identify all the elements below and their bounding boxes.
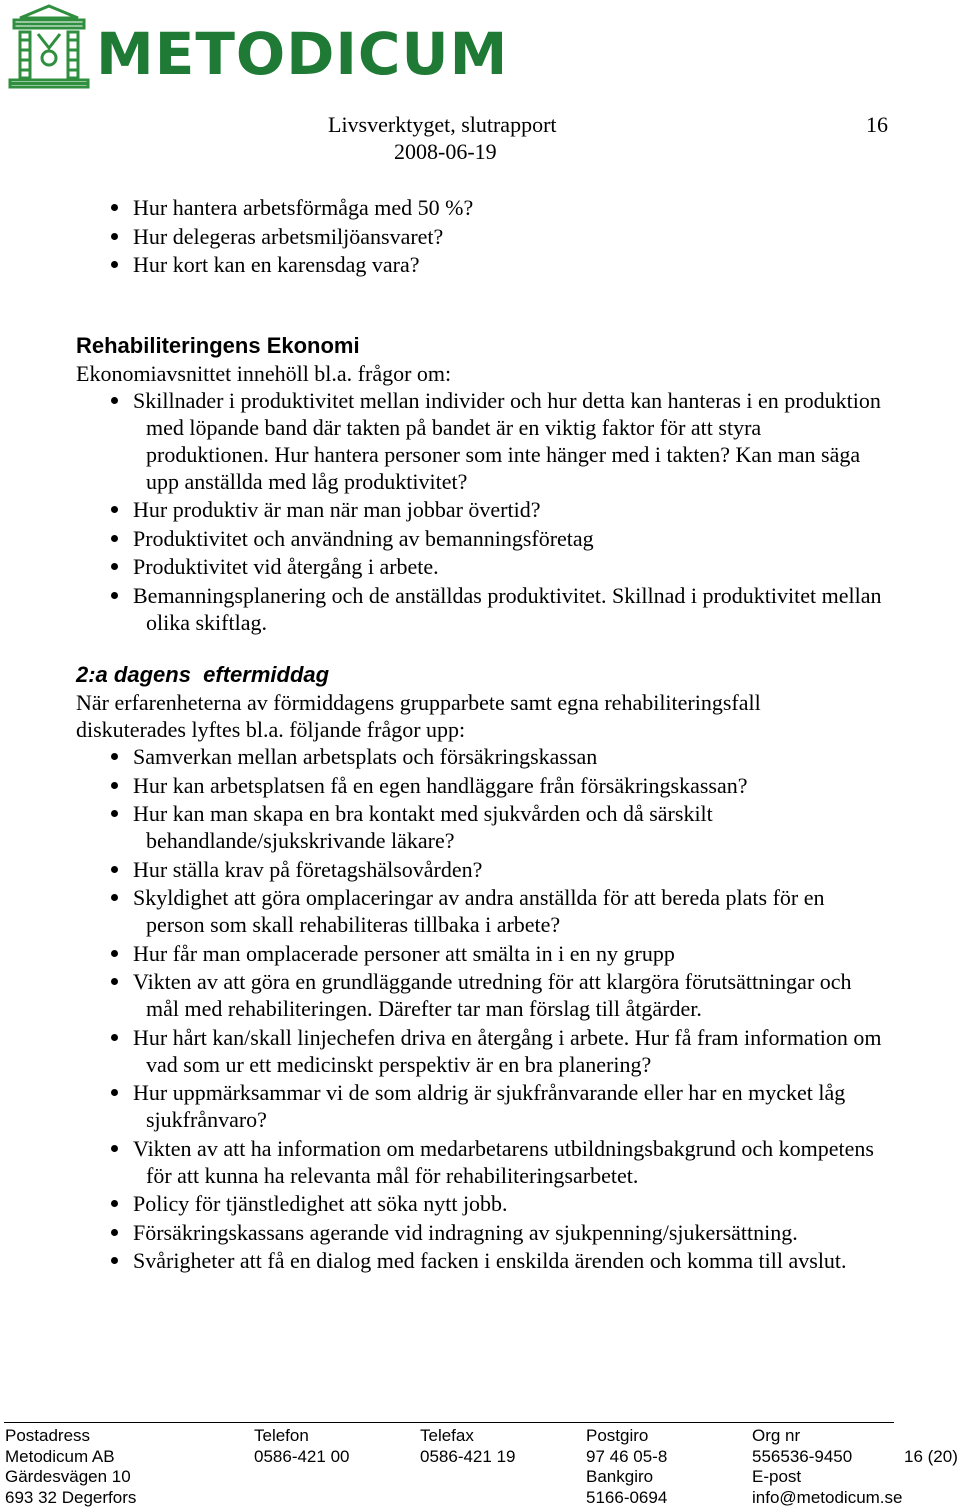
metodicum-logo [6,4,509,90]
list-item: Skillnader i produktivitet mellan individer och hur detta kan hanteras i en produktion med löpande band där takten på bandet är en viktig faktor för att styra produktionen. Hur hantera personer som inte hänger med i takten? Kan man säga upp anställda med låg produktivitet? [76,387,884,495]
economy-bullet-list [76,387,884,636]
intro-bullet-list [76,194,876,278]
footer-divider [4,1422,894,1423]
document-title: Livsverktyget, slutrapport [328,112,557,137]
footer-label: E-post [752,1467,802,1486]
list-item: Skyldighet att göra omplaceringar av andra anställda för att bereda plats för en person som skall rehabiliteras tillbaka i arbete? [76,884,884,938]
footer-address-column [5,1426,136,1508]
list-item: Produktivitet vid återgång i arbete. [76,553,884,580]
list-item: Vikten av att ha information om medarbetarens utbildningsbakgrund och kompetens för att kunna ha relevanta mål för rehabiliteringsarbetet. [76,1135,884,1189]
afternoon-bullet-list [76,743,884,1274]
logo-wordmark: METODICUM [96,20,509,88]
footer-phone: 0586-421 00 [254,1446,350,1466]
footer-giro-column [586,1426,667,1508]
footer-phone-column [254,1426,349,1467]
page-number: 16 [866,112,888,137]
list-item: Hur kan man skapa en bra kontakt med sjukvården och då särskilt behandlande/sjukskrivande läkare? [76,800,884,854]
heading-part: eftermiddag [203,662,330,687]
list-item: Produktivitet och användning av bemanningsföretag [76,525,884,552]
list-item: Hur kan arbetsplatsen få en egen handläggare från försäkringskassan? [76,772,884,799]
list-item: Hur ställa krav på företagshälsovården? [76,856,884,883]
page-body [76,194,882,1276]
list-item: Hur kort kan en karensdag vara? [76,251,876,278]
list-item: Hur hårt kan/skall linjechefen driva en återgång i arbete. Hur få fram information om vad som ur ett medicinskt perspektiv är en bra planering? [76,1024,884,1078]
footer-postgiro: 97 46 05-8 [586,1446,668,1466]
list-item: Hur delegeras arbetsmiljöansvaret? [76,223,876,250]
list-item: Samverkan mellan arbetsplats och försäkringskassan [76,743,884,770]
footer-org-column [752,1426,903,1508]
list-item: Policy för tjänstledighet att söka nytt jobb. [76,1190,884,1217]
footer-city: 693 32 Degerfors [5,1487,137,1507]
footer-fax-column [420,1426,515,1467]
list-item: Bemanningsplanering och de anställdas produktivitet. Skillnad i produktivitet mellan olika skiftlag. [76,582,884,636]
section-heading-economy: Rehabiliteringens Ekonomi [76,332,360,358]
footer-label: Bankgiro [586,1467,654,1486]
footer-label: Org nr [752,1426,801,1445]
footer-label: Telefon [254,1426,309,1445]
list-item: Vikten av att göra en grundläggande utredning för att klargöra förutsättningar och mål med rehabiliteringen. Därefter tar man förslag till åtgärder. [76,968,884,1022]
list-item: Hur får man omplacerade personer att smälta in i en ny grupp [76,940,884,967]
footer-page-count: 16 (20) [904,1446,958,1466]
footer-fax: 0586-421 19 [420,1446,516,1466]
document-date: 2008-06-19 [394,139,497,164]
footer-company: Metodicum AB [5,1446,115,1466]
section-intro-afternoon: När erfarenheterna av förmiddagens grupparbete samt egna rehabiliteringsfall diskuterades lyftes bl.a. följande frågor upp: [76,690,761,742]
logo-emblem-icon [6,4,92,90]
footer-label: Postadress [5,1426,91,1445]
list-item: Hur uppmärksammar vi de som aldrig är sjukfrånvarande eller har en mycket låg sjukfrånvaro? [76,1079,884,1133]
heading-part: 2:a dagens [76,662,191,687]
footer-email: info@metodicum.se [752,1487,903,1507]
list-item: Svårigheter att få en dialog med facken i enskilda ärenden och komma till avslut. [76,1247,884,1274]
footer-orgnr: 556536-9450 [752,1446,853,1466]
section-intro-economy: Ekonomiavsnittet innehöll bl.a. frågor om: [76,360,452,386]
list-item: Hur hantera arbetsförmåga med 50 %? [76,194,876,221]
footer-bankgiro: 5166-0694 [586,1487,668,1507]
list-item: Försäkringskassans agerande vid indragning av sjukpenning/sjukersättning. [76,1219,884,1246]
list-item: Hur produktiv är man när man jobbar övertid? [76,496,884,523]
footer-label: Telefax [420,1426,474,1445]
footer-street: Gärdesvägen 10 [5,1467,131,1486]
section-heading-afternoon [76,661,876,689]
footer-label: Postgiro [586,1426,649,1445]
